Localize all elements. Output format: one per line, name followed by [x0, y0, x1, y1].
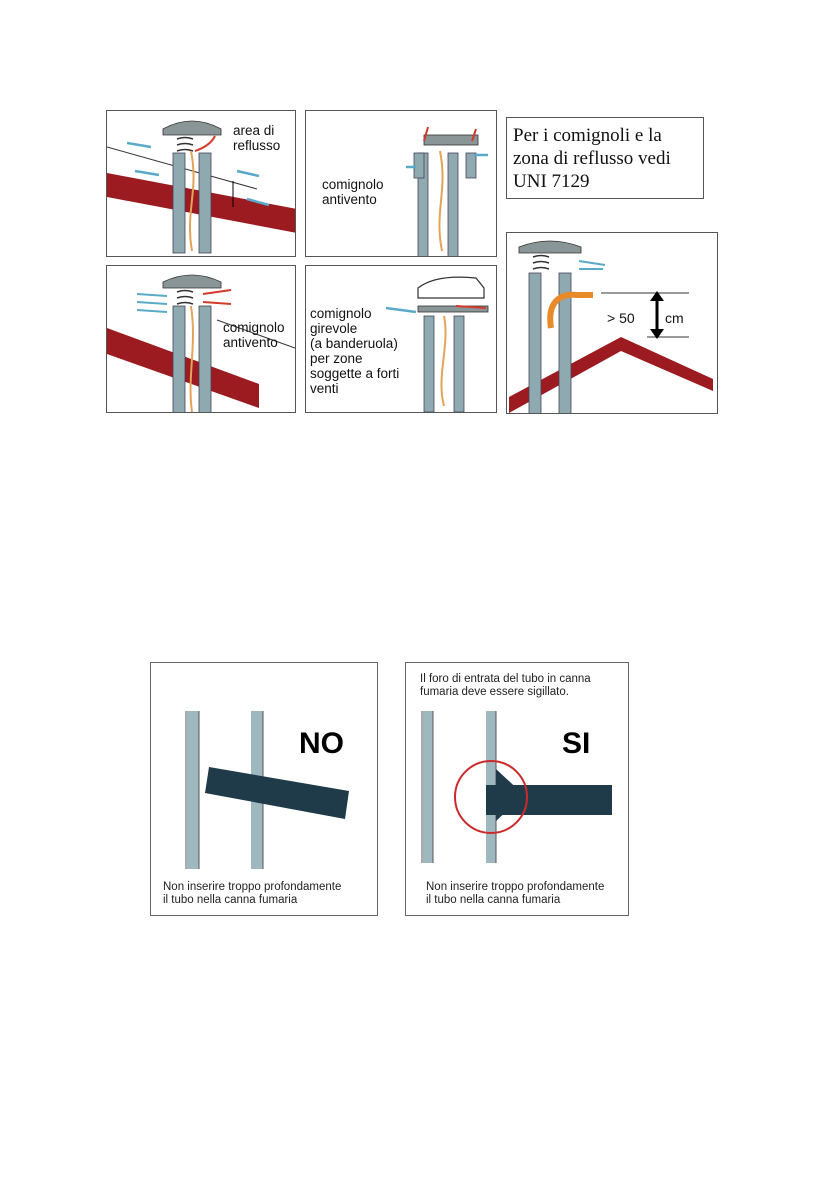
smoke-arrows	[203, 290, 231, 304]
flue-wall-left	[187, 711, 199, 869]
chimney-wall-right	[199, 153, 211, 253]
label-no: NO	[299, 727, 344, 760]
flue-no-drawing	[151, 663, 378, 916]
flue-pipe-correct	[486, 785, 612, 815]
label-si: SI	[562, 727, 591, 760]
flue-wall-left	[423, 711, 433, 863]
smoke-arrow	[195, 136, 215, 151]
panel-reflux-area	[106, 110, 296, 257]
panel-girevole	[305, 265, 497, 413]
rotating-cap	[418, 277, 484, 298]
chimney-cap	[163, 275, 221, 288]
label-height-value: > 50	[607, 310, 635, 326]
panel-antivento-1	[305, 110, 497, 257]
wind-arrows	[137, 294, 167, 312]
label-girevole: comignolo girevole (a banderuola) per zone soggette a forti venti	[310, 306, 400, 396]
uni-note-text: Per i comignoli e la zona di reflusso vedi UNI 7129	[513, 125, 671, 192]
panel-si	[405, 662, 629, 916]
panel-no	[150, 662, 378, 916]
uni-note-box	[506, 117, 704, 199]
label-reflux-area: area di reflusso	[233, 123, 281, 153]
label-height-unit: cm	[665, 310, 684, 326]
caption-no: Non inserire troppo profondamente il tubo nella canna fumaria	[163, 881, 342, 906]
chimney-cap	[519, 241, 581, 253]
chimney-cap	[163, 121, 221, 135]
flue-si-drawing	[406, 663, 629, 916]
panel-antivento-2	[106, 265, 296, 413]
flue-pipe-too-deep	[205, 767, 349, 819]
smoke-plume	[550, 295, 593, 328]
chimney-wall-left	[173, 153, 185, 253]
caption-si: Non inserire troppo profondamente il tubo nella canna fumaria	[426, 881, 605, 906]
note-si: Il foro di entrata del tubo in canna fumaria deve essere sigillato.	[420, 673, 591, 698]
label-antivento-1: comignolo antivento	[322, 177, 384, 207]
label-antivento-2: comignolo antivento	[223, 320, 285, 350]
chimney-cap	[424, 135, 478, 145]
panel-height-50cm	[506, 232, 718, 414]
